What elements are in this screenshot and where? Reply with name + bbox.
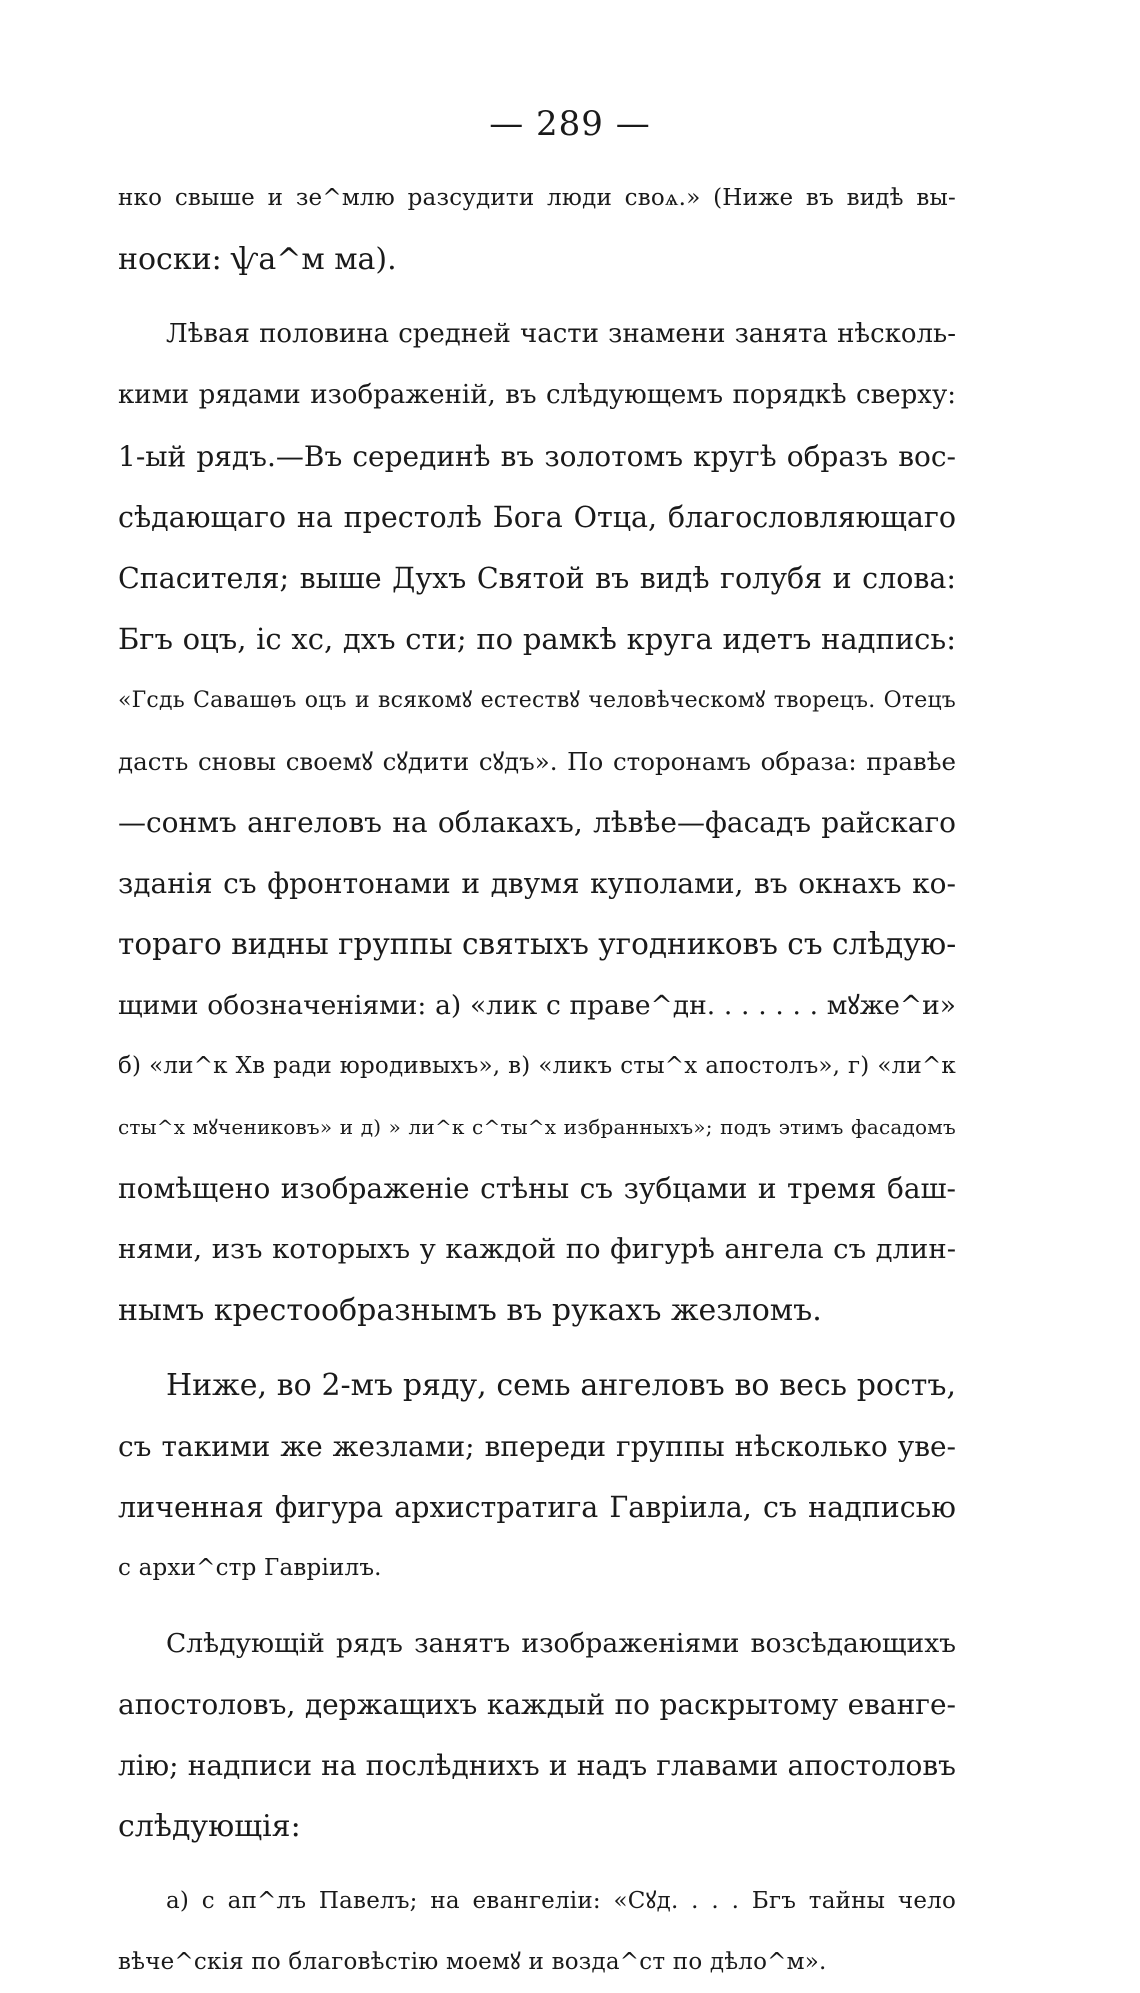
text-line: с архи^стр Гаврiилъ. [118, 1555, 382, 1581]
text-line: тораго видны группы святыхъ угодниковъ съ слѣдую- [118, 927, 957, 961]
text-line: сты^х мꙋчениковъ» и д) » ли^к с^ты^х избранныхъ»; подъ этимъ фасадомъ [118, 1115, 956, 1139]
text-line: съ такими же жезлами; впереди группы нѣсколько уве- [118, 1430, 956, 1463]
text-line: щими обозначенiями: а) «лик с праве^дн. . . . . . . мꙋже^и» [118, 990, 956, 1021]
body-text [118, 168, 956, 1993]
text-line: Лѣвая половина средней части знамени занята нѣсколь- [166, 319, 956, 349]
text-line: слѣдующiя: [118, 1809, 301, 1844]
text-line: дасть сновы своемꙋ сꙋдити сꙋдъ». По сторонамъ образа: правѣе [118, 747, 956, 776]
text-line: Бгъ оцъ, іс хс, дхъ сти; по рамкѣ круга идетъ надпись: [118, 622, 956, 656]
text-line: б) «ли^к Хв ради юродивыхъ», в) «ликъ сты^х апостолъ», г) «ли^к [118, 1053, 956, 1079]
text-line: нымъ крестообразнымъ въ рукахъ жезломъ. [118, 1293, 822, 1328]
text-line: зданiя съ фронтонами и двумя куполами, въ окнахъ ко- [118, 867, 956, 900]
text-line: Ниже, во 2-мъ ряду, семь ангеловъ во весь ростъ, [166, 1368, 956, 1403]
text-line: кими рядами изображенiй, въ слѣдующемъ порядкѣ сверху: [118, 380, 956, 410]
text-line: нко свыше и зе^млю разсудити люди своѧ.» (Ниже въ видѣ вы- [118, 185, 956, 211]
text-line: а) с ап^лъ Павелъ; на евангелiи: «Сꙋд. . . . Бгъ тайны чело [166, 1888, 956, 1914]
text-line: апостоловъ, держащихъ каждый по раскрытому еванге- [118, 1688, 956, 1721]
text-line: личенная фигура архистратига Гавріила, съ надписью [118, 1491, 956, 1524]
text-line: —сонмъ ангеловъ на облакахъ, лѣвѣе—фасадъ райскаго [118, 806, 956, 839]
text-line: «Гсдь Савашѳъ оцъ и всякомꙋ естествꙋ человѣческомꙋ творецъ. Отецъ [118, 688, 956, 713]
text-line: носки: ѱа^м ма). [118, 242, 397, 277]
page-number: — 289 — [489, 104, 651, 144]
text-line: Слѣдующiй рядъ занятъ изображенiями возсѣдающихъ [166, 1628, 956, 1659]
text-line: лiю; надписи на послѣднихъ и надъ главами апостоловъ [118, 1749, 956, 1782]
text-line: помѣщено изображенiе стѣны съ зубцами и тремя баш- [118, 1172, 956, 1205]
text-line: Спасителя; выше Духъ Святой въ видѣ голубя и слова: [118, 562, 956, 595]
text-line: нями, изъ которыхъ у каждой по фигурѣ ангела съ длин- [118, 1233, 956, 1265]
text-line: вѣче^скія по благовѣстію моемꙋ и возда^ст по дѣло^м». [118, 1949, 827, 1975]
text-line: сѣдающаго на престолѣ Бога Отца, благословляющаго [118, 501, 956, 534]
text-line: 1-ый рядъ.—Въ серединѣ въ золотомъ кругѣ образъ вос- [118, 440, 956, 473]
